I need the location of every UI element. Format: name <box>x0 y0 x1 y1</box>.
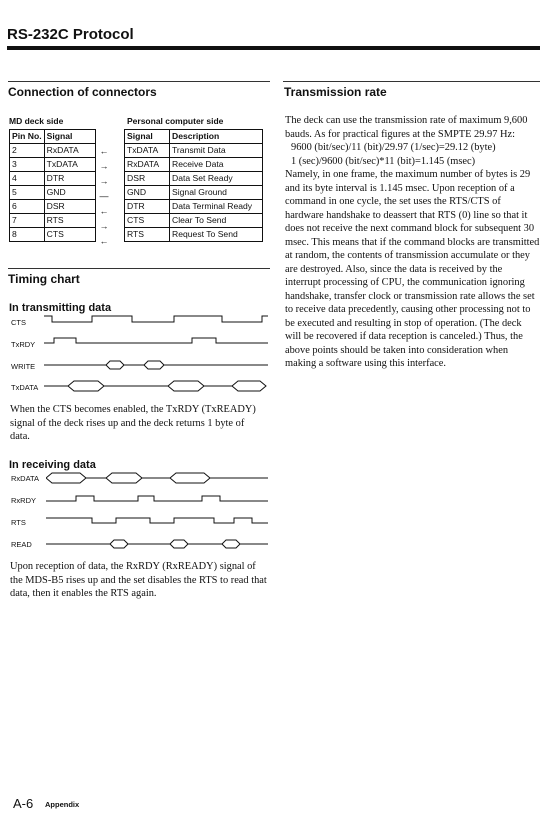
formula-interval: 1 (sec)/9600 (bit/sec)*11 (bit)=1.145 (msec) <box>291 155 476 167</box>
pc-side-label: Personal computer side <box>127 116 224 126</box>
table-header-row <box>125 130 263 144</box>
pc-signal: DSR <box>125 172 170 186</box>
transmission-text <box>285 114 540 371</box>
transmit-timing-diagram <box>44 312 270 394</box>
md-side-label: MD deck side <box>9 116 64 126</box>
table-row <box>125 228 263 242</box>
pc-description: Clear To Send <box>170 214 263 228</box>
receive-timing-diagram <box>46 470 270 554</box>
pc-header-signal: Signal <box>125 130 170 144</box>
signal-label-read: READ <box>11 540 32 549</box>
signal-label-txdata: TxDATA <box>11 383 39 392</box>
section-rule <box>283 81 540 82</box>
pc-signal: RTS <box>125 228 170 242</box>
table-row <box>10 228 96 242</box>
direction-arrow: ← <box>99 236 109 246</box>
signal-label-write: WRITE <box>11 362 36 371</box>
direction-arrow: → <box>99 221 109 231</box>
signal-label-rxdata: RxDATA <box>11 474 40 483</box>
txdata-waveform <box>44 381 266 391</box>
md-signal: DTR <box>44 172 95 186</box>
transmit-heading: In transmitting data <box>9 302 112 314</box>
table-row <box>125 158 263 172</box>
write-waveform <box>44 361 268 369</box>
rts-waveform <box>46 518 268 523</box>
md-pin: 2 <box>10 144 45 158</box>
pc-description: Signal Ground <box>170 186 263 200</box>
title-rule <box>7 46 540 50</box>
section-rule <box>8 81 270 82</box>
signal-label-rxrdy: RxRDY <box>11 496 37 505</box>
table-row <box>125 214 263 228</box>
md-pin: 7 <box>10 214 45 228</box>
pc-signal-table <box>124 129 263 242</box>
md-pin: 6 <box>10 200 45 214</box>
page-number: A-6 <box>13 796 34 811</box>
pc-signal: GND <box>125 186 170 200</box>
table-row <box>125 144 263 158</box>
pc-description: Data Terminal Ready <box>170 200 263 214</box>
timing-heading: Timing chart <box>8 272 80 286</box>
receive-heading: In receiving data <box>9 459 96 471</box>
md-signal: CTS <box>44 228 95 242</box>
md-pin: 4 <box>10 172 45 186</box>
table-row <box>10 214 96 228</box>
direction-arrow: ← <box>99 206 109 216</box>
signal-label-txrdy: TxRDY <box>11 340 36 349</box>
connection-heading: Connection of connectors <box>8 85 157 99</box>
md-pin: 3 <box>10 158 45 172</box>
md-header-pin: Pin No. <box>10 130 45 144</box>
direction-arrow: → <box>99 176 109 186</box>
md-pin: 5 <box>10 186 45 200</box>
txrdy-waveform <box>44 338 268 343</box>
pc-signal: DTR <box>125 200 170 214</box>
md-pin: 8 <box>10 228 45 242</box>
rxrdy-waveform <box>46 496 268 501</box>
signal-label-rts: RTS <box>11 518 26 527</box>
pc-description: Request To Send <box>170 228 263 242</box>
direction-arrow: → <box>99 161 109 171</box>
page-title: RS-232C Protocol <box>7 26 134 43</box>
transmission-intro: The deck can use the transmission rate of maximum 9,600 bauds. As for practical figures at the SMPTE 29.97 Hz: <box>285 115 528 140</box>
transmit-description: When the CTS becomes enabled, the TxRDY (TxREADY) signal of the deck rises up and the deck returns 1 byte of data. <box>10 404 256 442</box>
rxdata-waveform <box>46 473 268 483</box>
table-row <box>125 172 263 186</box>
cts-waveform <box>44 316 268 322</box>
direction-arrow: — <box>99 191 109 201</box>
md-signal: TxDATA <box>44 158 95 172</box>
md-signal: DSR <box>44 200 95 214</box>
connection-arrows <box>94 144 114 249</box>
pc-description: Data Set Ready <box>170 172 263 186</box>
table-row <box>10 200 96 214</box>
pc-header-description: Description <box>170 130 263 144</box>
formula-bytes: 9600 (bit/sec)/11 (bit)/29.97 (1/sec)=29.12 (byte) <box>291 142 496 153</box>
signal-label-cts: CTS <box>11 318 26 327</box>
md-signal: RTS <box>44 214 95 228</box>
footer-label: Appendix <box>45 800 80 809</box>
table-row <box>125 200 263 214</box>
table-row <box>10 144 96 158</box>
direction-arrow: ← <box>99 146 109 156</box>
table-row <box>10 158 96 172</box>
pc-description: Receive Data <box>170 158 263 172</box>
table-row <box>125 186 263 200</box>
pc-signal: RxDATA <box>125 158 170 172</box>
pc-description: Transmit Data <box>170 144 263 158</box>
section-rule <box>8 268 270 269</box>
md-header-signal: Signal <box>44 130 95 144</box>
md-pin-table <box>9 129 96 242</box>
table-row <box>10 186 96 200</box>
pc-signal: CTS <box>125 214 170 228</box>
table-header-row <box>10 130 96 144</box>
md-signal: RxDATA <box>44 144 95 158</box>
transmission-body: Namely, in one frame, the maximum number of bytes is 29 and its byte interval is 1.145 msec. Upon reception of a command in one cycle, the set uses the RTS/CTS of hardware handshake to deassert that RTS (0) line so that it does not receive the next command block for subsequent 30 msec. This means that if the command blocks are transmitted at random, the contents of transmission accumulate or they are destroyed. Also, since the data is received by the interrupt processing of CPU, the communication ignoring handshake, transfer clock or transmission rate allows the set to receive data precedently, causing other processing not to be executed and resulting in stop of operation. (The deck will be recovered if data reception is canceled.) Thus, the above points should be taken into consideration when making a software using this interface. <box>285 169 540 369</box>
table-row <box>10 172 96 186</box>
pc-signal: TxDATA <box>125 144 170 158</box>
md-signal: GND <box>44 186 95 200</box>
receive-description: Upon reception of data, the RxRDY (RxREADY) signal of the MDS-B5 rises up and the set disables the RTS to read that data, then it enables the RTS again. <box>10 561 267 599</box>
transmission-heading: Transmission rate <box>284 85 387 99</box>
read-waveform <box>46 540 268 548</box>
